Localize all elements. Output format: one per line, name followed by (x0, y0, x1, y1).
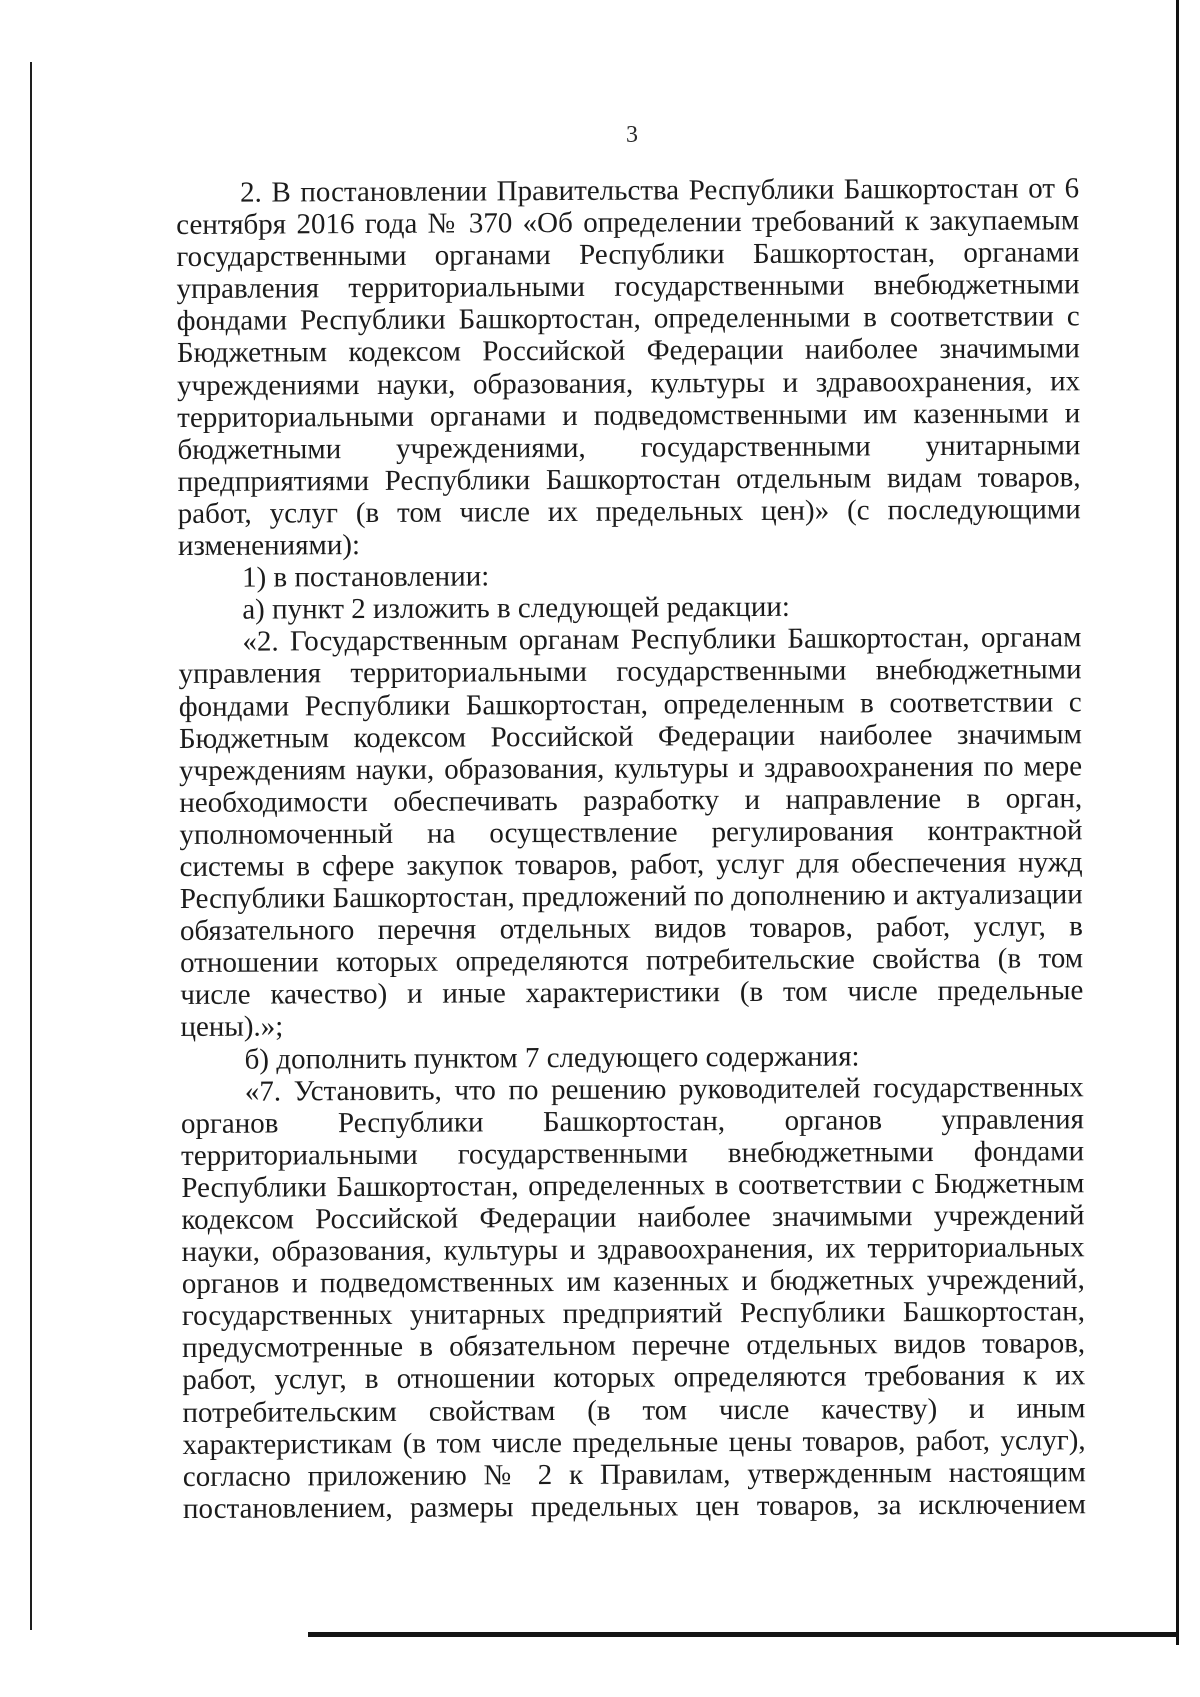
paragraph-subitem-a: а) пункт 2 изложить в следующей редакции: (242, 591, 790, 626)
paragraph-subitem-b: б) дополнить пунктом 7 следующего содержания: (244, 1039, 860, 1076)
scan-edge-right (1176, 0, 1179, 1645)
paragraph-subitem-1: 1) в постановлении: (242, 560, 490, 594)
paragraph-quoted-item-7: «7. Установить, что по решению руководителей государственных органов Республики Башкортостан, органов управления территориальными государственными внебюджетными фондами Республики Башкортостан, определенных в соответствии с Бюджетным кодексом Российской Федерации наиболее значимыми учреждений науки, образования, культуры и здравоохранения, их территориальных органов и подведомственных им казенных и бюджетных учреждений, государственных унитарных предприятий Республики Башкортостан, предусмотренные в обязательном перечне отдельных видов товаров, работ, услуг, в отношении которых определяются требования к их потребительским свойствам (в том числе качеству) и иным характеристикам (в том числе предельные цены товаров, работ, услуг), согласно приложению № 2 к Правилам, утвержденным настоящим постановлением, размеры предельных цен товаров, за исключением (180, 1070, 1087, 1525)
scan-edge-bottom (308, 1632, 1178, 1637)
paragraph-quoted-item-2: «2. Государственным органам Республики Башкортостан, органам управления территориальными государственными внебюджетными фондами Республики Башкортостан, определенным в соответствии с Бюджетным кодексом Российской Федерации наиболее значимым учреждениям науки, образования, культуры и здравоохранения по мере необходимости обеспечивать разработку и направление в орган, уполномоченный на осуществление регулирования контрактной системы в сфере закупок товаров, работ, услуг для обеспечения нужд Республики Башкортостан, предложений по дополнению и актуализации обязательного перечня отдельных видов товаров, работ, услуг, в отношении которых определяются потребительские свойства (в том числе качество) и иные характеристики (в том числе предельные цены).»; (178, 621, 1084, 1044)
paragraph-resolution-amendment: 2. В постановлении Правительства Республики Башкортостан от 6 сентября 2016 года № 370 «Об определении требований к закупаемым государственными органами Республики Башкортостан, органами управления территориальными государственными внебюджетными фондами Республики Башкортостан, определенными в соответствии с Бюджетным кодексом Российской Федерации наиболее значимыми учреждениями науки, образования, культуры и здравоохранения, их территориальными органами и подведомственными им казенными и бюджетными учреждениями, государственными унитарными предприятиями Республики Башкортостан отдельным видам товаров, работ, услуг (в том числе их предельных цен)» (с последующими изменениями): (176, 172, 1081, 563)
document-body (176, 172, 1086, 1525)
page-number: 3 (626, 122, 638, 148)
scan-edge-left (30, 62, 32, 1630)
